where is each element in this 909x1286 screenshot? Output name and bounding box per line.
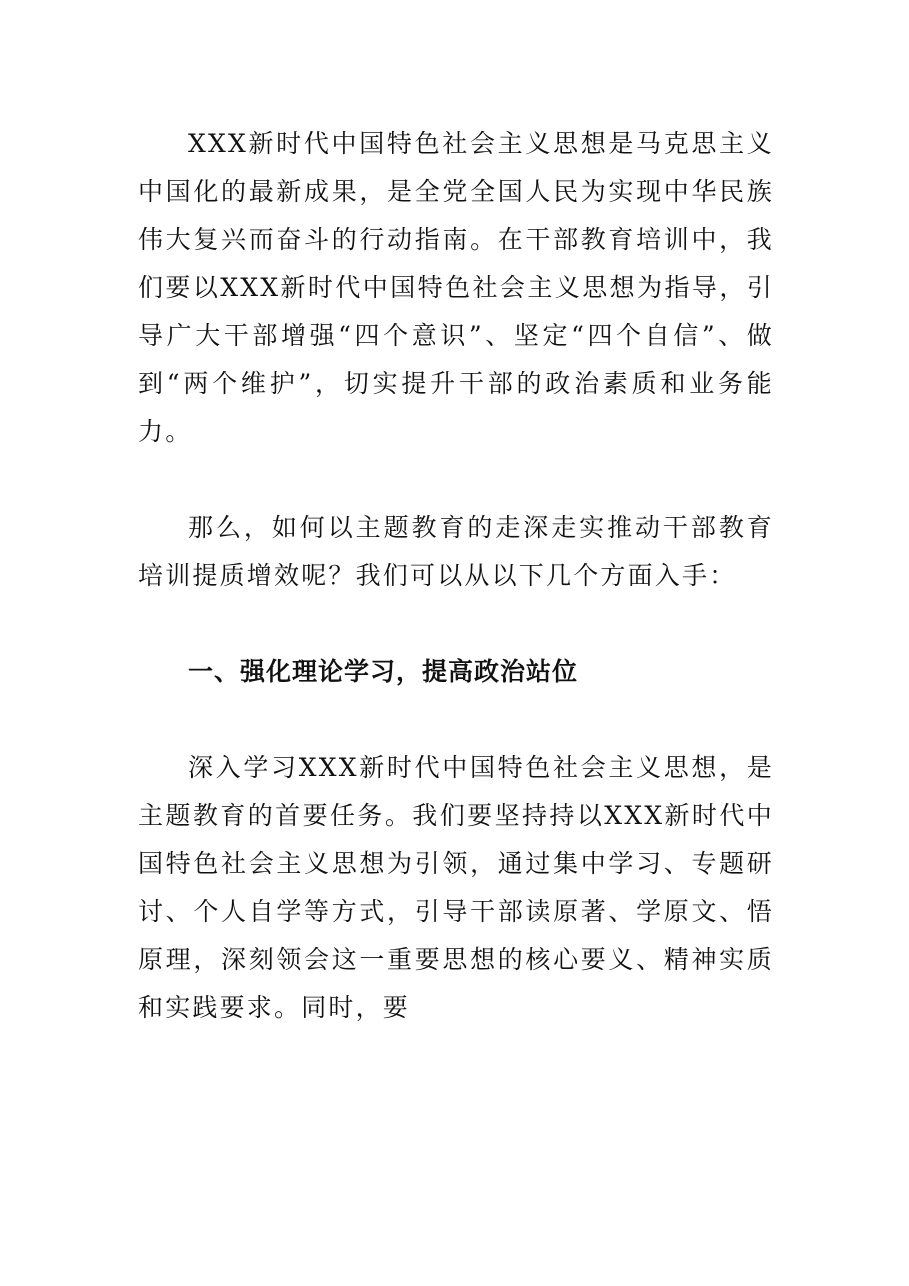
section-heading: 一、强化理论学习，提高政治站位	[188, 657, 579, 686]
section-paragraph: 深入学习XXX新时代中国特色社会主义思想，是主题教育的首要任务。我们要坚持持以XXX新时代中国特色社会主义思想为引领，通过集中学习、专题研讨、个人自学等方式，引导干部读原著、学原文、悟原理，深刻领会这一重要思想的核心要义、精神实质和实践要求。同时，要	[138, 753, 774, 1022]
intro-paragraph: XXX新时代中国特色社会主义思想是马克思主义中国化的最新成果，是全党全国人民为实现中华民族伟大复兴而奋斗的行动指南。在干部教育培训中，我们要以XXX新时代中国特色社会主义思想为指导，引导广大干部增强“四个意识”、坚定“四个自信”、做到“两个维护”，切实提升干部的政治素质和业务能力。	[138, 129, 774, 446]
question-paragraph: 那么，如何以主题教育的走深走实推动干部教育培训提质增效呢？我们可以从以下几个方面入手：	[138, 513, 774, 590]
document-page	[138, 120, 774, 1080]
